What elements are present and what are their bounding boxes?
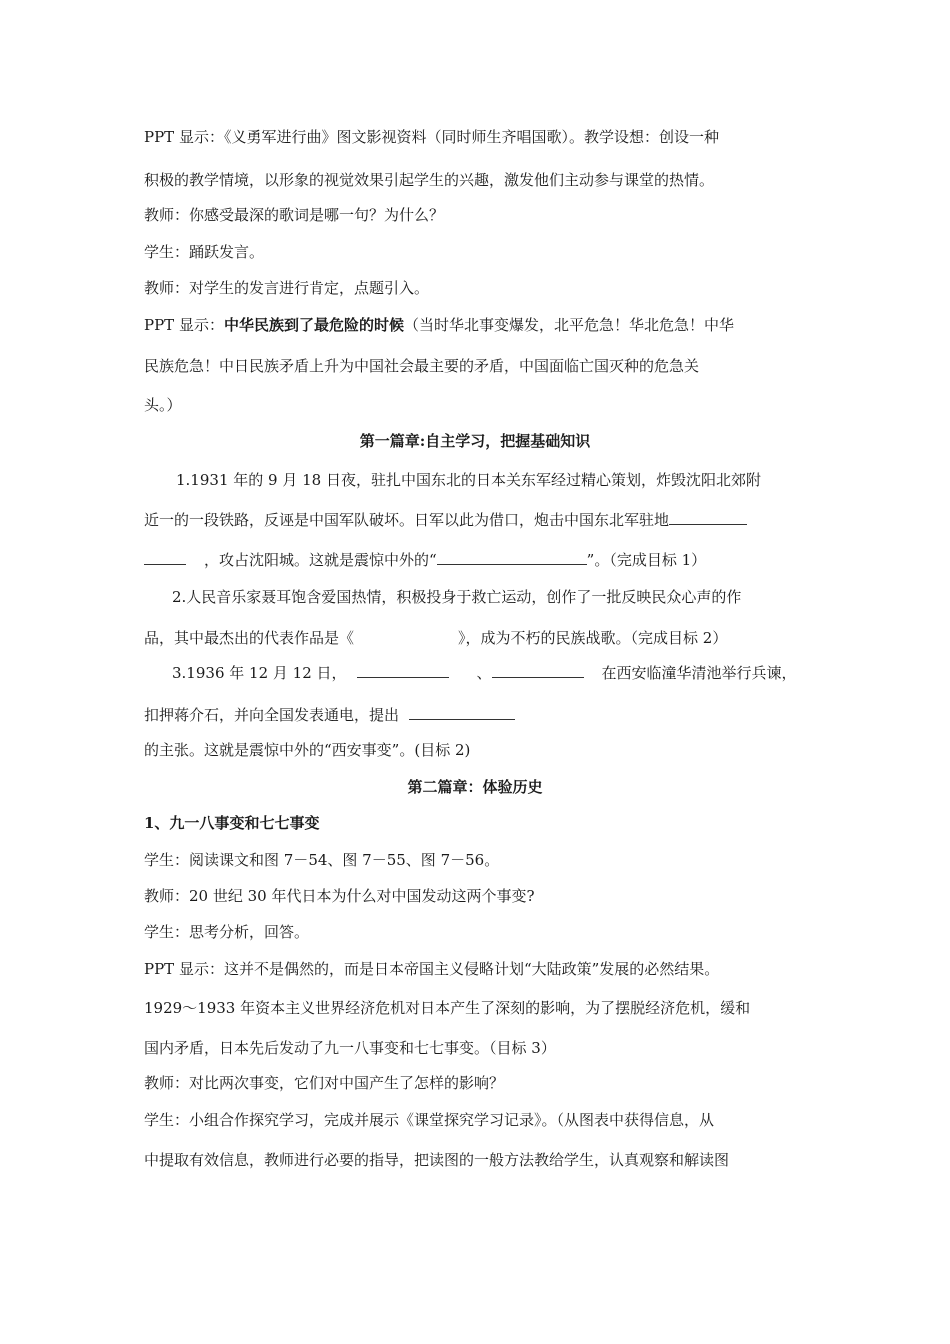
text-line: PPT 显示：这并不是偶然的，而是日本帝国主义侵略计划“大陆政策”发展的必然结果。 xyxy=(144,960,720,978)
blank-field[interactable] xyxy=(144,550,186,565)
text-line: 学生：踊跃发言。 xyxy=(144,243,265,261)
question-line: 1.1931 年的 9 月 18 日夜，驻扎中国东北的日本关东军经过精心策划，炸毁沈阳北郊附 xyxy=(176,471,761,489)
blank-field[interactable] xyxy=(437,550,587,565)
blank-field[interactable] xyxy=(492,663,584,678)
blank-field[interactable] xyxy=(669,510,747,525)
text-span: 》，成为不朽的民族战歌。（完成目标 2） xyxy=(458,629,728,647)
text-line: 头。） xyxy=(144,396,182,414)
question-line: 2.人民音乐家聂耳饱含爱国热情，积极投身于救亡运动，创作了一批反映民众心声的作 xyxy=(172,588,742,606)
text-line: 积极的教学情境，以形象的视觉效果引起学生的兴趣，激发他们主动参与课堂的热情。 xyxy=(144,171,715,189)
text-line: 教师：你感受最深的歌词是哪一句？为什么？ xyxy=(144,206,445,224)
blank-field[interactable] xyxy=(357,663,449,678)
emphasis-text: 中华民族到了最危险的时候 xyxy=(223,316,404,334)
chapter-heading: 第一篇章:自主学习，把握基础知识 xyxy=(359,432,591,450)
blank-field[interactable] xyxy=(409,705,515,720)
section-heading: 1、九一八事变和七七事变 xyxy=(144,814,320,832)
text-span: 在西安临潼华清池举行兵谏， xyxy=(601,664,797,682)
question-line xyxy=(144,550,706,570)
ppt-label: PPT 显示： xyxy=(144,316,224,334)
text-line: 学生：思考分析，回答。 xyxy=(144,923,310,941)
text-line: 1929～1933 年资本主义世界经济危机对日本产生了深刻的影响，为了摆脱经济危机，缓和 xyxy=(144,999,751,1017)
question-line xyxy=(144,705,515,725)
text-line: 学生：阅读课文和图 7－54、图 7－55、图 7－56。 xyxy=(144,851,500,869)
text-span: ”。（完成目标 1） xyxy=(586,551,707,569)
text-span: 品，其中最杰出的代表作品是《 xyxy=(144,629,355,647)
question-line: 的主张。这就是震惊中外的“西安事变”。(目标 2) xyxy=(144,741,471,759)
text-line: 中提取有效信息，教师进行必要的指导，把读图的一般方法教给学生，认真观察和解读图 xyxy=(144,1151,730,1169)
question-line xyxy=(144,510,747,530)
text-span: 、 xyxy=(476,664,492,682)
text-span: ，攻占沈阳城。这就是震惊中外的“ xyxy=(204,551,437,569)
text-line: 教师：对学生的发言进行肯定，点题引入。 xyxy=(144,279,430,297)
text-line: 学生：小组合作探究学习，完成并展示《课堂探究学习记录》。（从图表中获得信息，从 xyxy=(144,1111,715,1129)
text-span: 3.1936 年 12 月 12 日， xyxy=(172,664,347,682)
text-span: （当时华北事变爆发，北平危急！华北危急！中华 xyxy=(403,316,734,334)
text-line: PPT 显示：《义勇军进行曲》图文影视资料（同时师生齐唱国歌）。教学设想：创设一种 xyxy=(144,128,719,146)
text-line: 教师：20 世纪 30 年代日本为什么对中国发动这两个事变? xyxy=(144,887,535,905)
text-line: 教师：对比两次事变，它们对中国产生了怎样的影响？ xyxy=(144,1074,505,1092)
text-line: 民族危急！中日民族矛盾上升为中国社会最主要的矛盾，中国面临亡国灭种的危急关 xyxy=(144,357,700,375)
text-span: 近一的一段铁路，反诬是中国军队破坏。日军以此为借口，炮击中国东北军驻地 xyxy=(144,511,670,529)
text-line xyxy=(144,315,734,335)
text-span: 扣押蒋介石，并向全国发表通电，提出 xyxy=(144,706,400,724)
chapter-heading: 第二篇章：体验历史 xyxy=(407,778,543,796)
question-line xyxy=(172,663,797,683)
question-line xyxy=(144,628,727,648)
text-line: 国内矛盾，日本先后发动了九一八事变和七七事变。（目标 3） xyxy=(144,1039,556,1057)
